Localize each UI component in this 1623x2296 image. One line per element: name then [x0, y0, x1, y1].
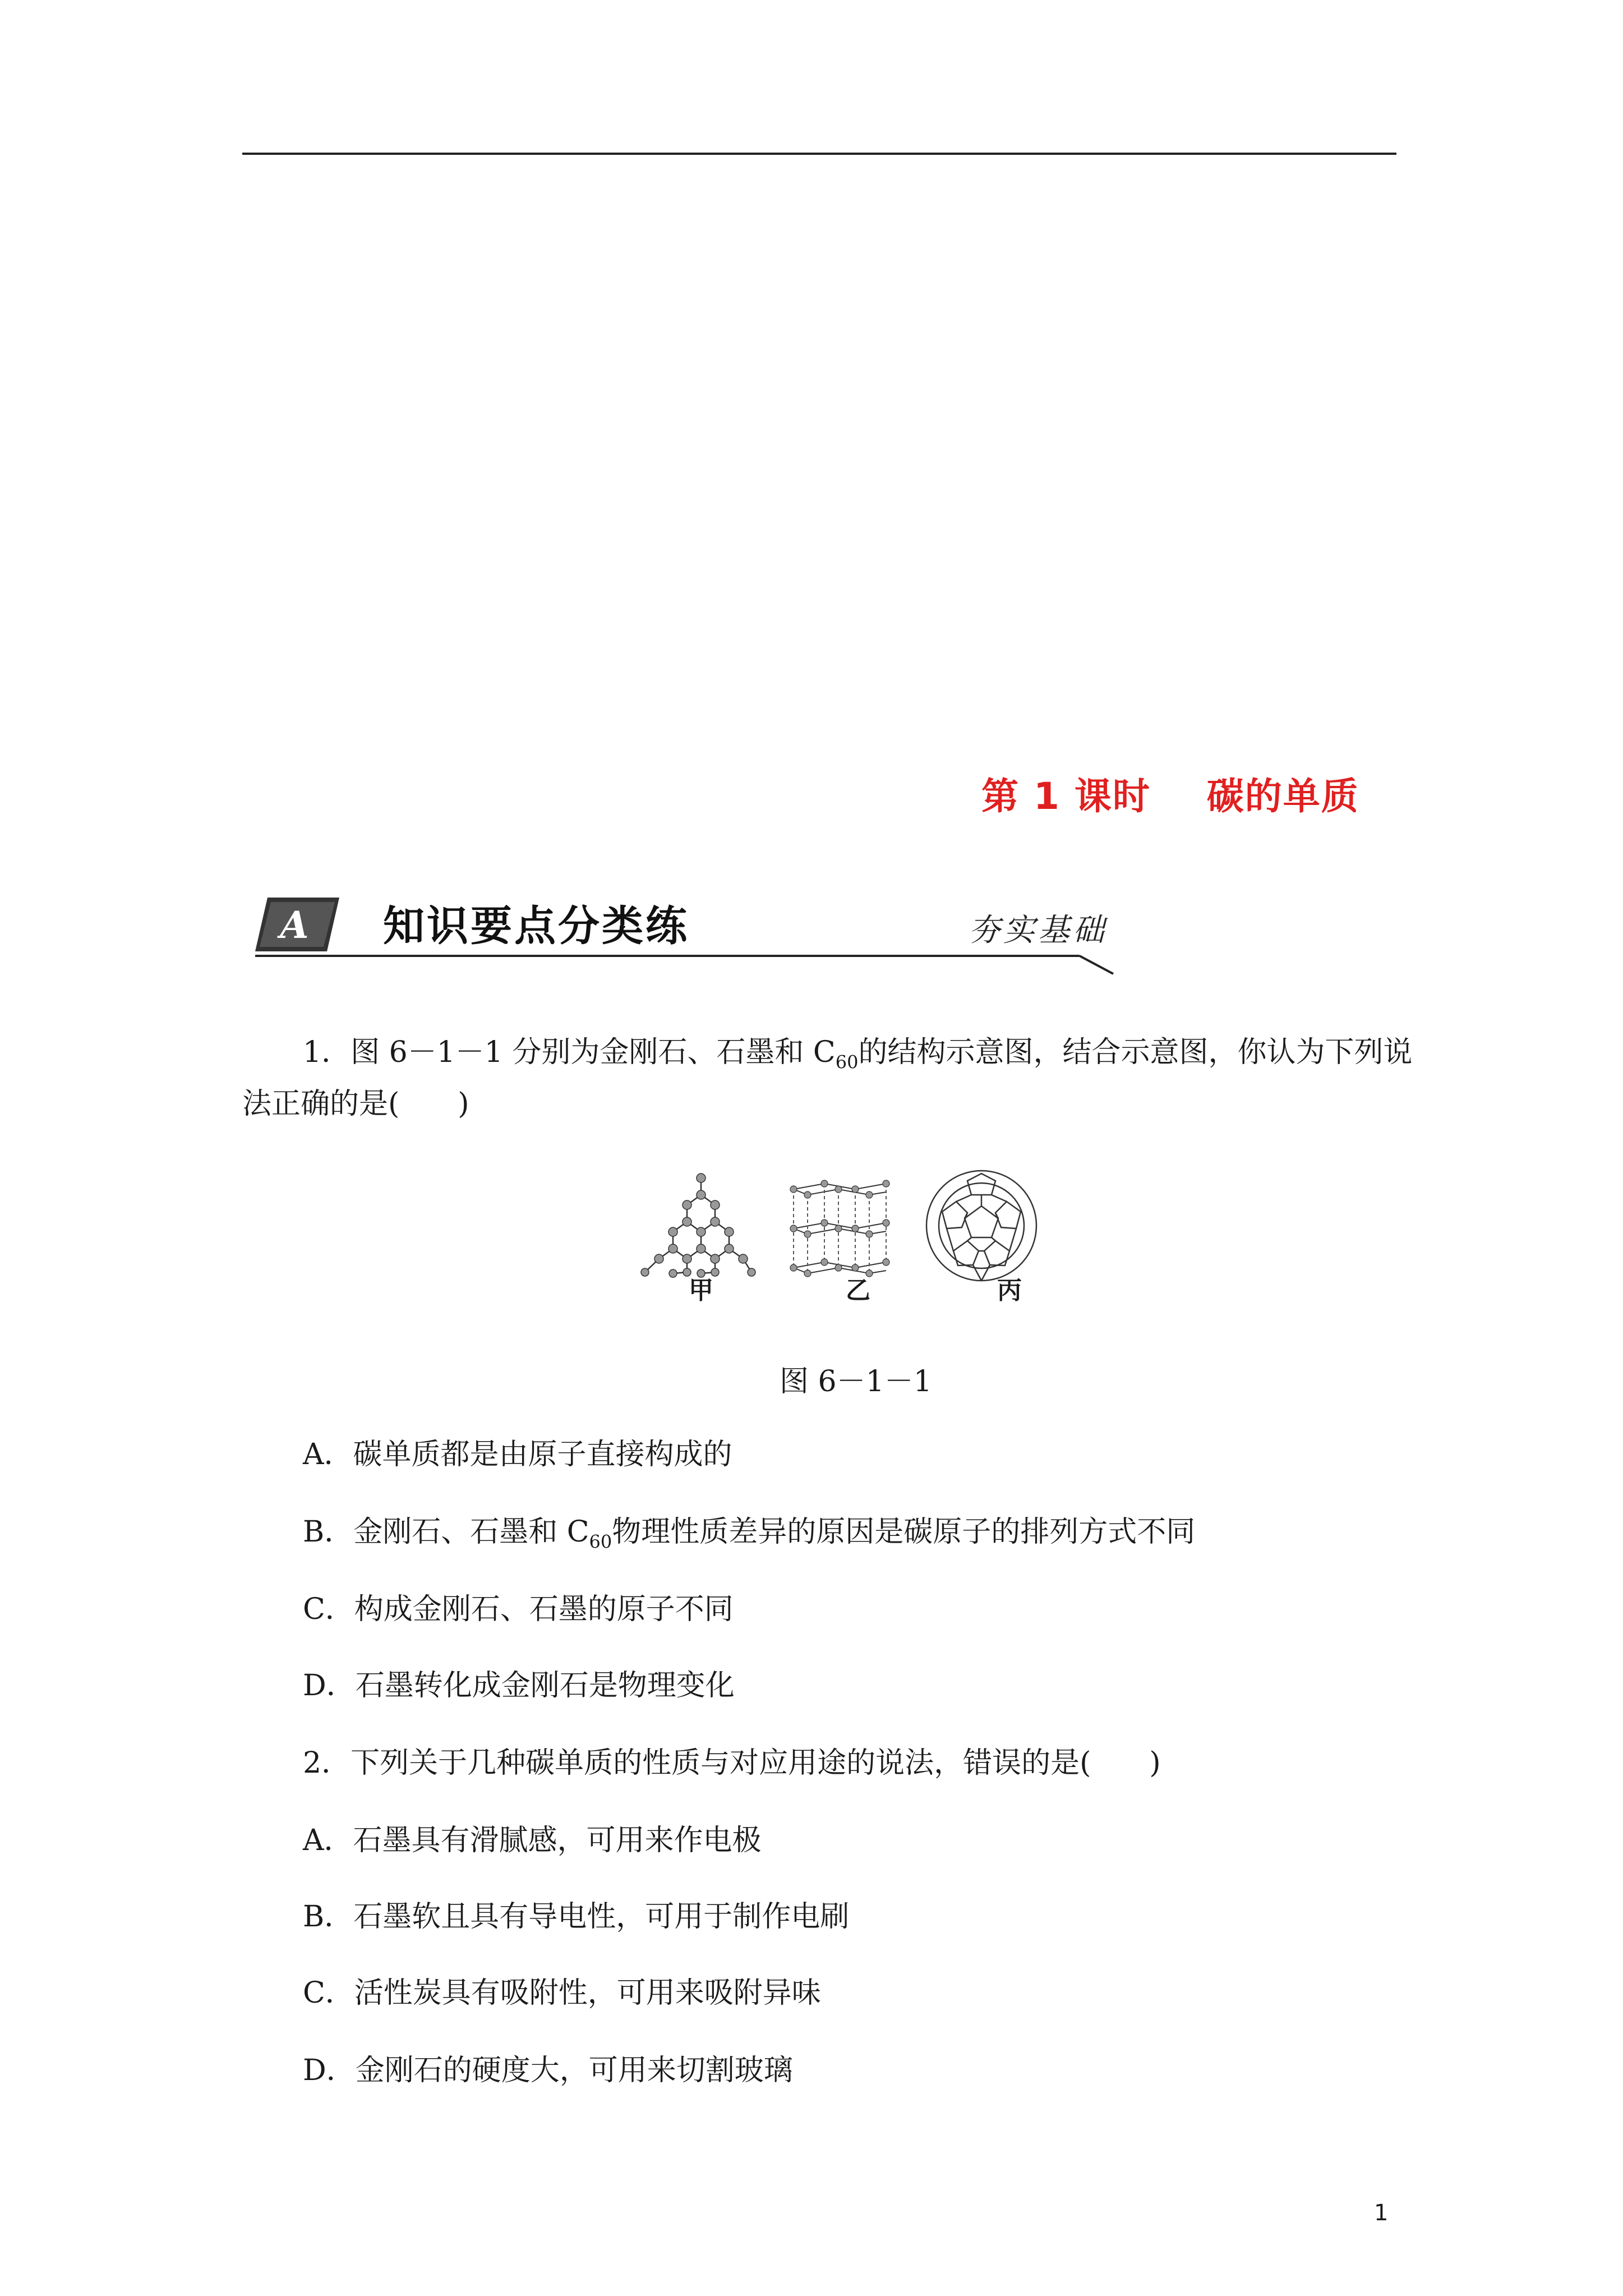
figure-label-jia: 甲: [689, 1276, 713, 1305]
c60-structure: [926, 1171, 1036, 1281]
q1-option-b-pre: B．金刚石、石墨和 C: [303, 1515, 589, 1549]
q1-stem-post: 的结构示意图，结合示意图，你认为下列说: [858, 1036, 1413, 1069]
q2-stem: 2．下列关于几种碳单质的性质与对应用途的说法，错误的是( ): [303, 1746, 1161, 1780]
figure-label-bing: 丙: [997, 1276, 1022, 1305]
q2-option-b: B．石墨软且具有导电性，可用于制作电刷: [303, 1900, 850, 1934]
section-subtitle: 夯实基础: [969, 912, 1108, 949]
q1-option-d: D．石墨转化成金刚石是物理变化: [303, 1669, 735, 1703]
q1-stem-line2: 法正确的是( ): [242, 1087, 469, 1121]
q2-option-c: C．活性炭具有吸附性，可用来吸附异味: [303, 1976, 821, 2010]
section-title: 知识要点分类练: [383, 902, 689, 950]
q1-option-c: C．构成金刚石、石墨的原子不同: [303, 1593, 734, 1626]
section-badge-letter: A: [280, 903, 309, 947]
section-banner: [255, 890, 1124, 985]
q1-option-b: [303, 1508, 1195, 1552]
q2-option-d: D．金刚石的硬度大，可用来切割玻璃: [303, 2054, 793, 2087]
q1-stem-sub: 60: [835, 1051, 859, 1073]
q2-option-a: A．石墨具有滑腻感，可用来作电极: [303, 1824, 762, 1857]
page-number: 1: [1374, 2200, 1389, 2226]
q1-stem-pre: 1．图 6－1－1 分别为金刚石、石墨和 C: [303, 1036, 836, 1069]
q1-stem-line1: [303, 1032, 1412, 1075]
figure-caption: 图 6－1－1: [780, 1365, 932, 1398]
figure-label-yi: 乙: [846, 1276, 870, 1305]
q1-option-b-sub: 60: [589, 1531, 612, 1553]
section-badge-icon: [255, 898, 339, 951]
header-rule: [242, 153, 1396, 155]
q1-option-b-post: 物理性质差异的原因是碳原子的排列方式不同: [612, 1515, 1196, 1549]
lesson-title: 第 1 课时 碳的单质: [981, 775, 1359, 818]
q1-option-a: A．碳单质都是由原子直接构成的: [303, 1438, 732, 1471]
